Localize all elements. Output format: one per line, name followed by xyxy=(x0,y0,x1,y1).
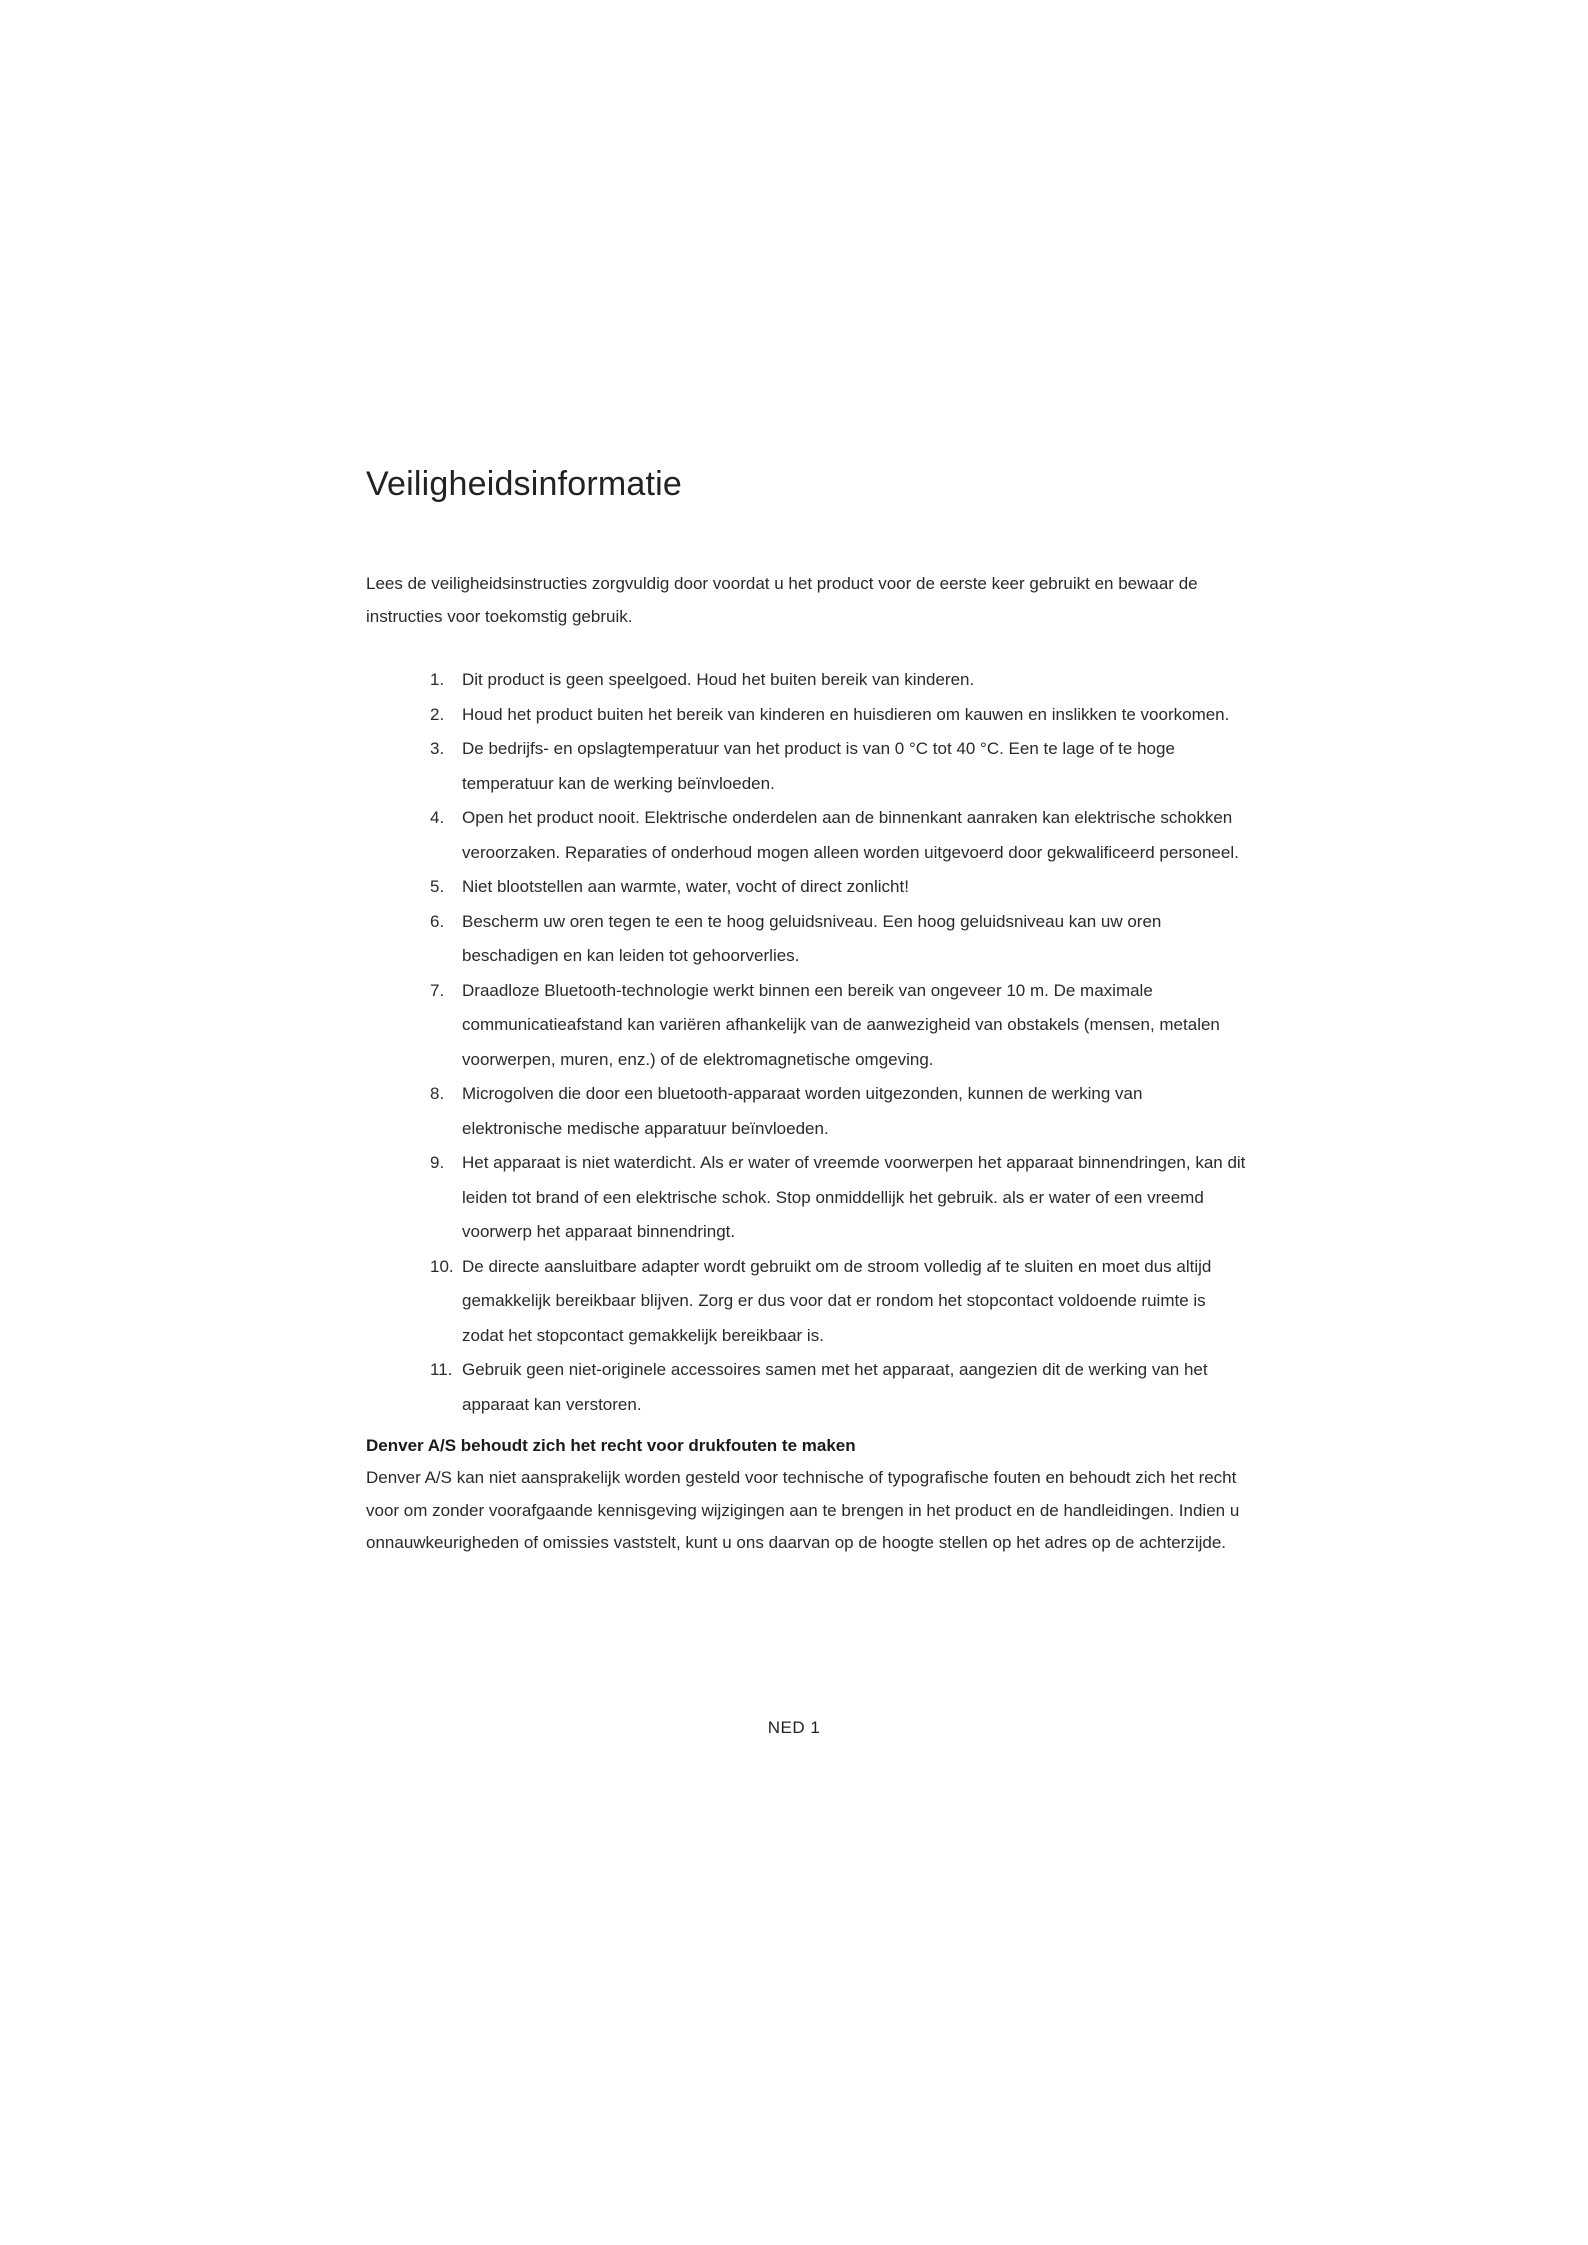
list-item xyxy=(366,905,1246,974)
list-item-text: De directe aansluitbare adapter wordt gebruikt om de stroom volledig af te sluiten en moet dus altijd gemakkelijk bereikbaar blijven. Zorg er dus voor dat er rondom het stopcontact voldoende ruimte is zodat het stopcontact gemakkelijk bereikbaar is. xyxy=(462,1256,1212,1345)
list-item xyxy=(366,870,1246,905)
safety-instructions-list xyxy=(366,663,1246,1422)
list-item-text: Gebruik geen niet-originele accessoires samen met het apparaat, aangezien dit de werking van het apparaat kan verstoren. xyxy=(462,1360,1208,1414)
list-item xyxy=(366,663,1246,698)
disclaimer-body: Denver A/S kan niet aansprakelijk worden gesteld voor technische of typografische fouten en behoudt zich het recht voor om zonder voorafgaande kennisgeving wijzigingen aan te brengen in het product en de handleidingen. Indien u onnauwkeurigheden of omissies vaststelt, kunt u ons daarvan op de hoogte stellen op het adres op de achterzijde. xyxy=(366,1468,1240,1552)
list-item xyxy=(366,732,1246,801)
list-item-number: 10. xyxy=(430,1256,454,1276)
list-item-number: 7. xyxy=(430,980,445,1000)
list-item-text: Het apparaat is niet waterdicht. Als er water of vreemde voorwerpen het apparaat binnendringen, kan dit leiden tot brand of een elektrische schok. Stop onmiddellijk het gebruik. als er water of een vreemd voorwerp het apparaat binnendringt. xyxy=(462,1153,1246,1241)
disclaimer-heading: Denver A/S behoudt zich het recht voor drukfouten te maken xyxy=(366,1436,856,1455)
list-item-number: 11. xyxy=(430,1360,453,1379)
list-item-text: Microgolven die door een bluetooth-apparaat worden uitgezonden, kunnen de werking van elektronische medische apparatuur beïnvloeden. xyxy=(462,1084,1143,1138)
list-item-text: Bescherm uw oren tegen te een te hoog geluidsniveau. Een hoog geluidsniveau kan uw oren beschadigen en kan leiden tot gehoorverlies. xyxy=(462,911,1162,965)
list-item-number: 8. xyxy=(430,1084,445,1103)
list-item xyxy=(366,974,1246,1078)
list-item-text: Open het product nooit. Elektrische onderdelen aan de binnenkant aanraken kan elektrische schokken veroorzaken. Reparaties of onderhoud mogen alleen worden uitgevoerd door gekwalificeerd personeel. xyxy=(462,808,1239,862)
list-item xyxy=(366,801,1246,870)
list-item xyxy=(366,1353,1246,1422)
list-item-number: 2. xyxy=(430,704,445,724)
list-item-text: Houd het product buiten het bereik van kinderen en huisdieren om kauwen en inslikken te voorkomen. xyxy=(462,704,1230,724)
intro-paragraph: Lees de veiligheidsinstructies zorgvuldig door voordat u het product voor de eerste keer gebruikt en bewaar de instructies voor toekomstig gebruik. xyxy=(366,574,1198,626)
list-item xyxy=(366,698,1246,733)
list-item-number: 6. xyxy=(430,911,445,931)
page-title: Veiligheidsinformatie xyxy=(366,465,683,503)
list-item xyxy=(366,1250,1246,1354)
list-item-number: 5. xyxy=(430,877,445,896)
list-item-text: Draadloze Bluetooth-technologie werkt binnen een bereik van ongeveer 10 m. De maximale communicatieafstand kan variëren afhankelijk van de aanwezigheid van obstakels (mensen, metalen voorwerpen, muren, enz.) of de elektromagnetische omgeving. xyxy=(462,980,1220,1069)
list-item-number: 3. xyxy=(430,739,445,758)
page-content xyxy=(366,465,1246,1560)
list-item-number: 4. xyxy=(430,808,445,827)
list-item-text: Dit product is geen speelgoed. Houd het buiten bereik van kinderen. xyxy=(462,670,975,689)
list-item-text: De bedrijfs- en opslagtemperatuur van het product is van 0 °C tot 40 °C. Een te lage of te hoge temperatuur kan de werking beïnvloeden. xyxy=(462,739,1175,793)
list-item xyxy=(366,1146,1246,1250)
page-number: NED 1 xyxy=(767,1718,821,1737)
list-item xyxy=(366,1077,1246,1146)
list-item-number: 9. xyxy=(430,1153,445,1172)
list-item-number: 1. xyxy=(430,670,445,689)
list-item-text: Niet blootstellen aan warmte, water, vocht of direct zonlicht! xyxy=(462,877,909,896)
